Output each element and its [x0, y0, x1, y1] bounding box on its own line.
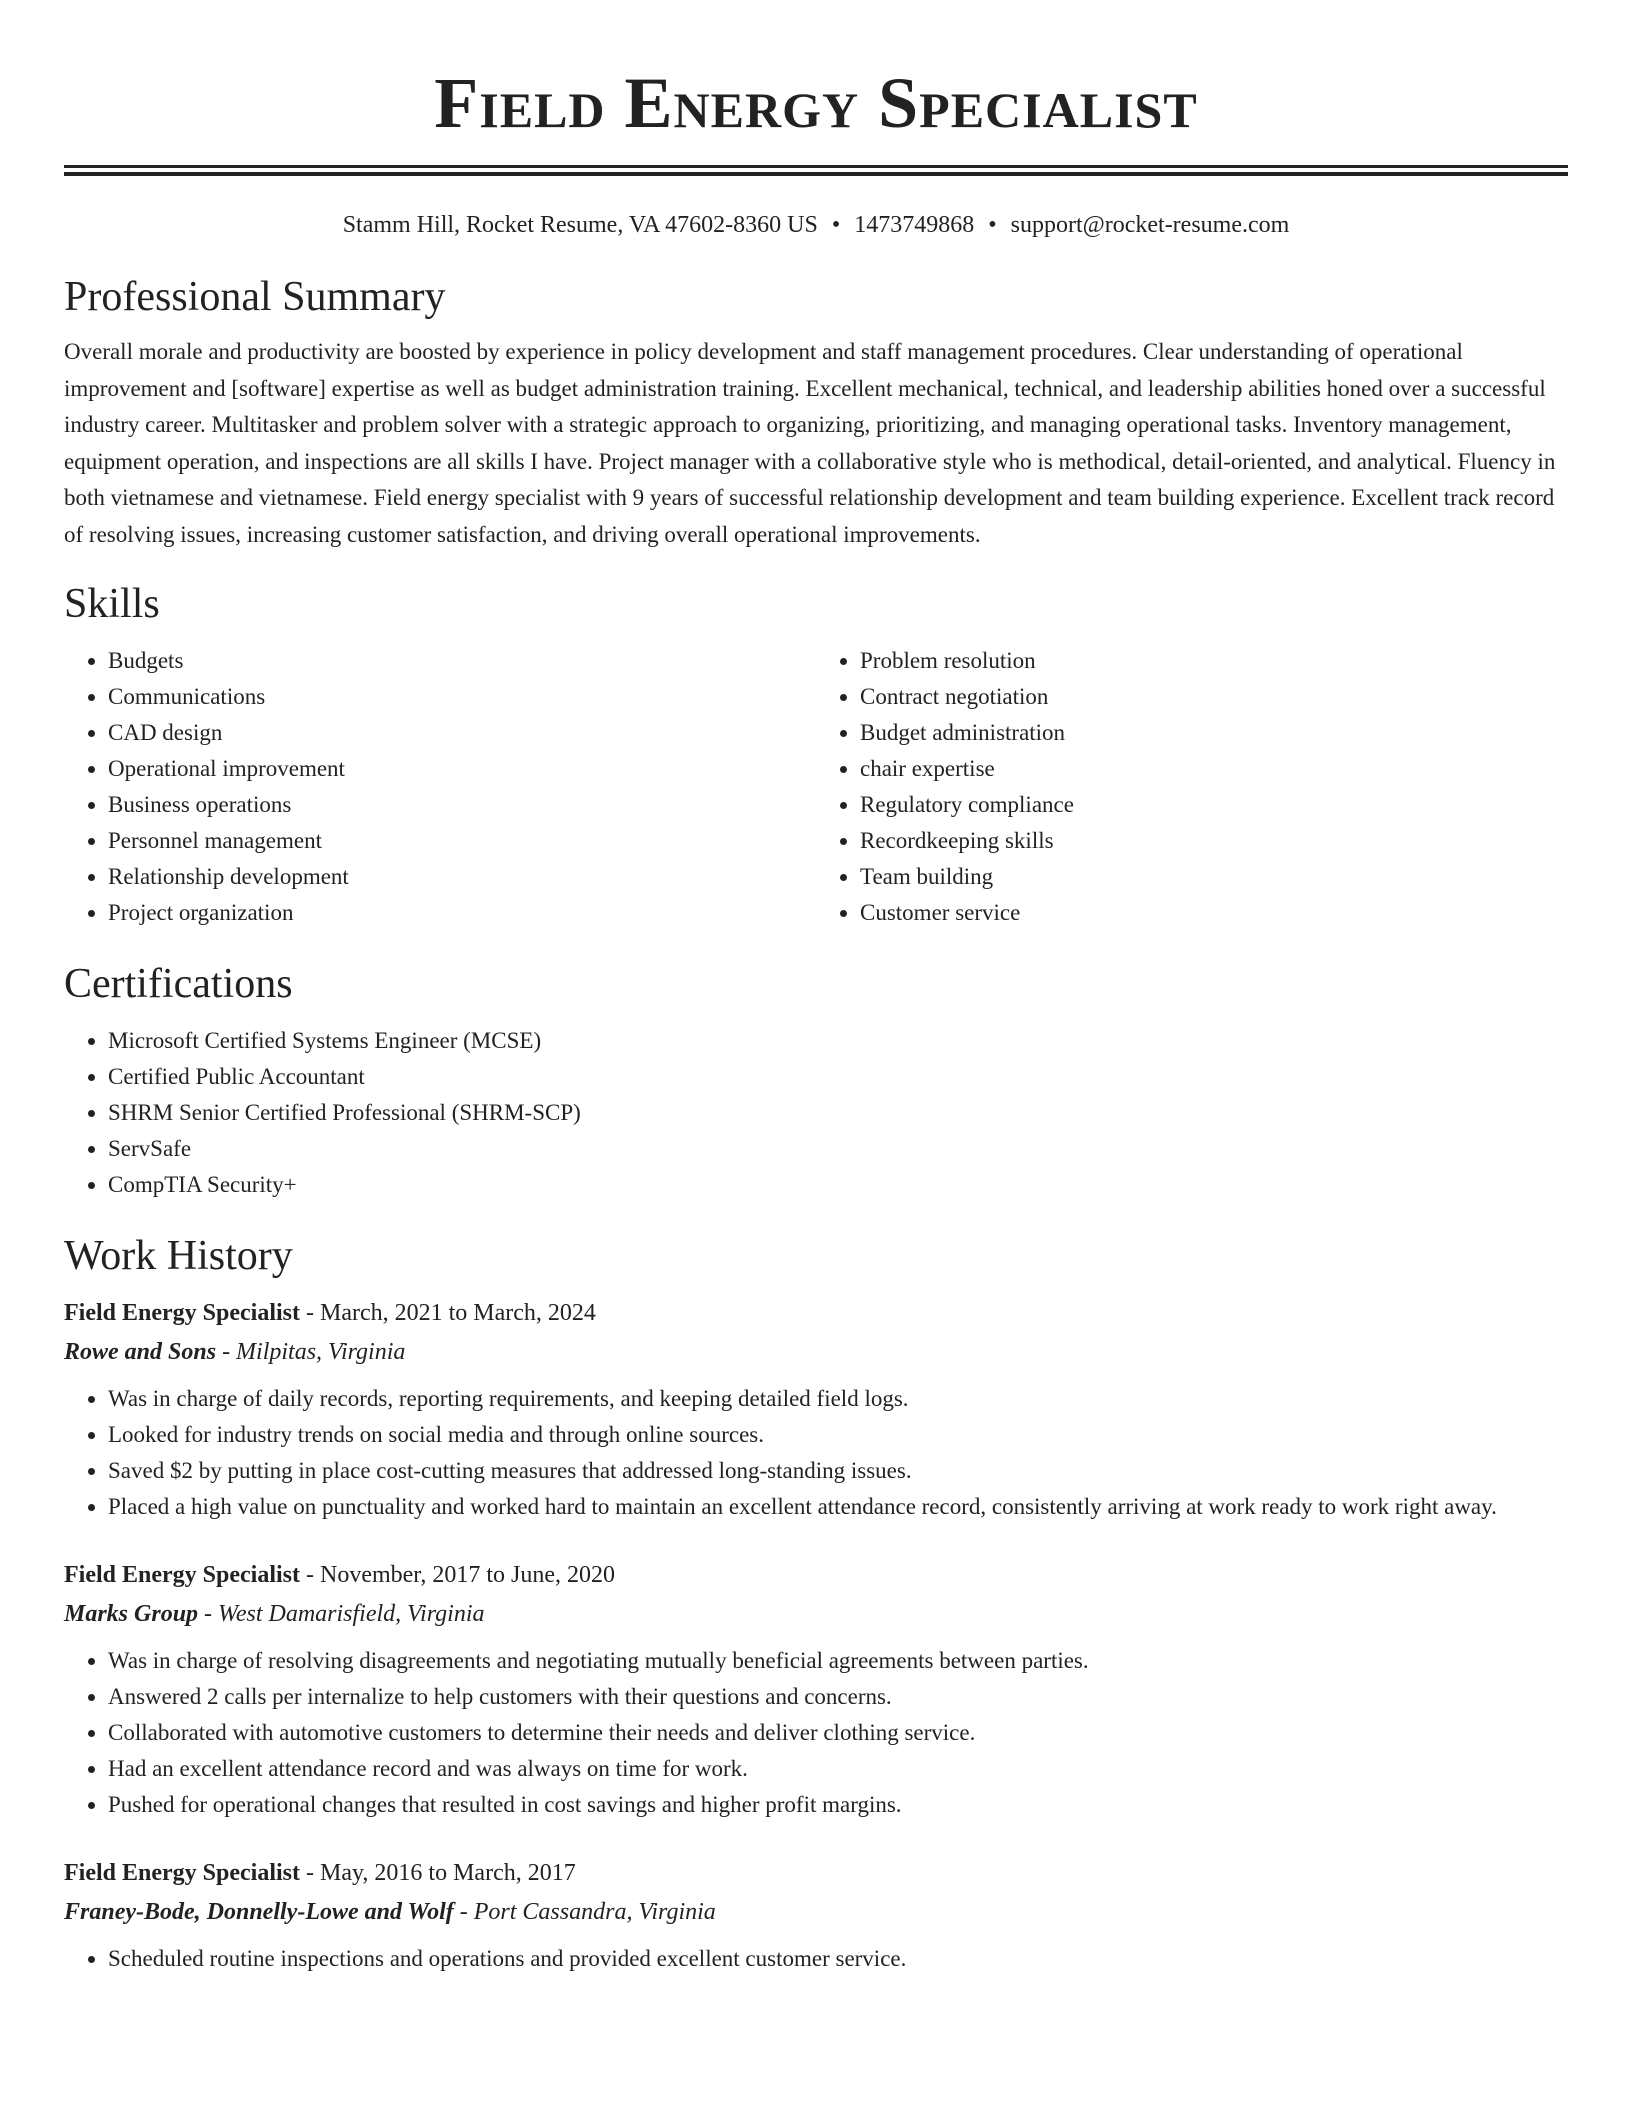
job-company: Marks Group: [64, 1601, 199, 1627]
skills-heading: Skills: [64, 581, 160, 627]
job-company-line: [64, 1333, 1568, 1371]
certification-item: • Certified Public Accountant: [108, 1059, 1568, 1095]
work-history-heading: Work History: [64, 1233, 293, 1279]
job-company-line: [64, 1893, 1568, 1931]
job-dates: - May, 2016 to March, 2017: [300, 1860, 576, 1886]
contact-email: support@rocket-resume.com: [1010, 212, 1290, 238]
job-bullet: • Pushed for operational changes that resulted in cost savings and higher profit margins.: [108, 1787, 1568, 1823]
certification-item: • SHRM Senior Certified Professional (SHRM-SCP): [108, 1095, 1568, 1131]
job-bullet: • Saved $2 by putting in place cost-cutting measures that addressed long-standing issues.: [108, 1453, 1568, 1489]
job-bullets: [64, 1643, 1568, 1823]
contact-separator: •: [831, 212, 841, 238]
skills-list-right: [816, 643, 1568, 931]
skill-item: • Operational improvement: [108, 751, 816, 787]
skill-item: • Business operations: [108, 787, 816, 823]
contact-separator: •: [988, 212, 997, 238]
skills-list-left: [64, 643, 816, 931]
job-title-line: [64, 1853, 1568, 1893]
job-company-line: [64, 1595, 1568, 1633]
job-title: Field Energy Specialist: [64, 1300, 300, 1326]
job-bullet: • Placed a high value on punctuality and worked hard to maintain an excellent attendance record, consistently arriving at work ready to work right away.: [108, 1489, 1568, 1525]
contact-line: [64, 210, 1568, 240]
job-title: Field Energy Specialist: [64, 1860, 300, 1886]
skills-section: [64, 579, 1568, 931]
skill-item: • Relationship development: [108, 859, 816, 895]
skill-item: • Problem resolution: [860, 643, 1568, 679]
skill-item: • Contract negotiation: [860, 679, 1568, 715]
certifications-heading: Certifications: [64, 961, 293, 1007]
skill-item: • Budget administration: [860, 715, 1568, 751]
job-company: Franey-Bode, Donnelly-Lowe and Wolf: [64, 1899, 454, 1925]
job-company: Rowe and Sons: [64, 1339, 217, 1365]
job-bullet: • Had an excellent attendance record and was always on time for work.: [108, 1751, 1568, 1787]
skill-item: • Project organization: [108, 895, 816, 931]
job-title: Field Energy Specialist: [64, 1562, 300, 1588]
skills-columns: [64, 643, 1568, 931]
certification-item: • Microsoft Certified Systems Engineer (MCSE): [108, 1023, 1568, 1059]
header-divider: [64, 165, 1568, 176]
skill-item: • Personnel management: [108, 823, 816, 859]
job-bullet: • Scheduled routine inspections and operations and provided excellent customer service.: [108, 1941, 1568, 1977]
resume-name: Field Energy Specialist: [434, 63, 1198, 143]
job-bullet: • Answered 2 calls per internalize to help customers with their questions and concerns.: [108, 1679, 1568, 1715]
skill-item: • Communications: [108, 679, 816, 715]
job-bullet: • Collaborated with automotive customers to determine their needs and deliver clothing service.: [108, 1715, 1568, 1751]
job-entry: [64, 1555, 1568, 1823]
job-location: - West Damarisfield, Virginia: [198, 1601, 485, 1627]
job-title-line: [64, 1555, 1568, 1595]
certifications-list: [64, 1023, 1568, 1203]
job-dates: - November, 2017 to June, 2020: [300, 1562, 615, 1588]
job-bullets: [64, 1381, 1568, 1525]
job-bullet: • Was in charge of resolving disagreements and negotiating mutually beneficial agreements between parties.: [108, 1643, 1568, 1679]
job-location: - Milpitas, Virginia: [216, 1339, 406, 1365]
contact-phone: 1473749868: [854, 212, 975, 238]
summary-text: Overall morale and productivity are boosted by experience in policy development and staff management procedures. Clear understanding of operational improvement and [software] expertise as well as budget administration training. Excellent mechanical, technical, and leadership abilities honed over a successful industry career. Multitasker and problem solver with a strategic approach to organizing, prioritizing, and managing operational tasks. Inventory management, equipment operation, and inspections are all skills I have. Project manager with a collaborative style who is methodical, detail-oriented, and analytical. Fluency in both vietnamese and vietnamese. Field energy specialist with 9 years of successful relationship development and team building experience. Excellent track record of resolving issues, increasing customer satisfaction, and driving overall operational improvements.: [64, 339, 1556, 547]
summary-section: [64, 272, 1568, 553]
skill-item: • Customer service: [860, 895, 1568, 931]
skill-item: • CAD design: [108, 715, 816, 751]
summary-heading: Professional Summary: [64, 274, 446, 320]
skill-item: • Recordkeeping skills: [860, 823, 1568, 859]
skill-item: • Regulatory compliance: [860, 787, 1568, 823]
job-location: - Port Cassandra, Virginia: [453, 1899, 716, 1925]
skill-item: • Team building: [860, 859, 1568, 895]
job-bullets: [64, 1941, 1568, 1977]
job-entry: [64, 1853, 1568, 1977]
contact-address: Stamm Hill, Rocket Resume, VA 47602-8360 US: [342, 212, 818, 238]
job-entry: [64, 1293, 1568, 1525]
job-bullet: • Looked for industry trends on social media and through online sources.: [108, 1417, 1568, 1453]
certifications-section: [64, 959, 1568, 1203]
skill-item: • Budgets: [108, 643, 816, 679]
certification-item: • CompTIA Security+: [108, 1167, 1568, 1203]
certification-item: • ServSafe: [108, 1131, 1568, 1167]
skill-item: • chair expertise: [860, 751, 1568, 787]
job-dates: - March, 2021 to March, 2024: [300, 1300, 596, 1326]
job-bullet: • Was in charge of daily records, reporting requirements, and keeping detailed field logs.: [108, 1381, 1568, 1417]
job-title-line: [64, 1293, 1568, 1333]
work-history-section: [64, 1231, 1568, 1977]
